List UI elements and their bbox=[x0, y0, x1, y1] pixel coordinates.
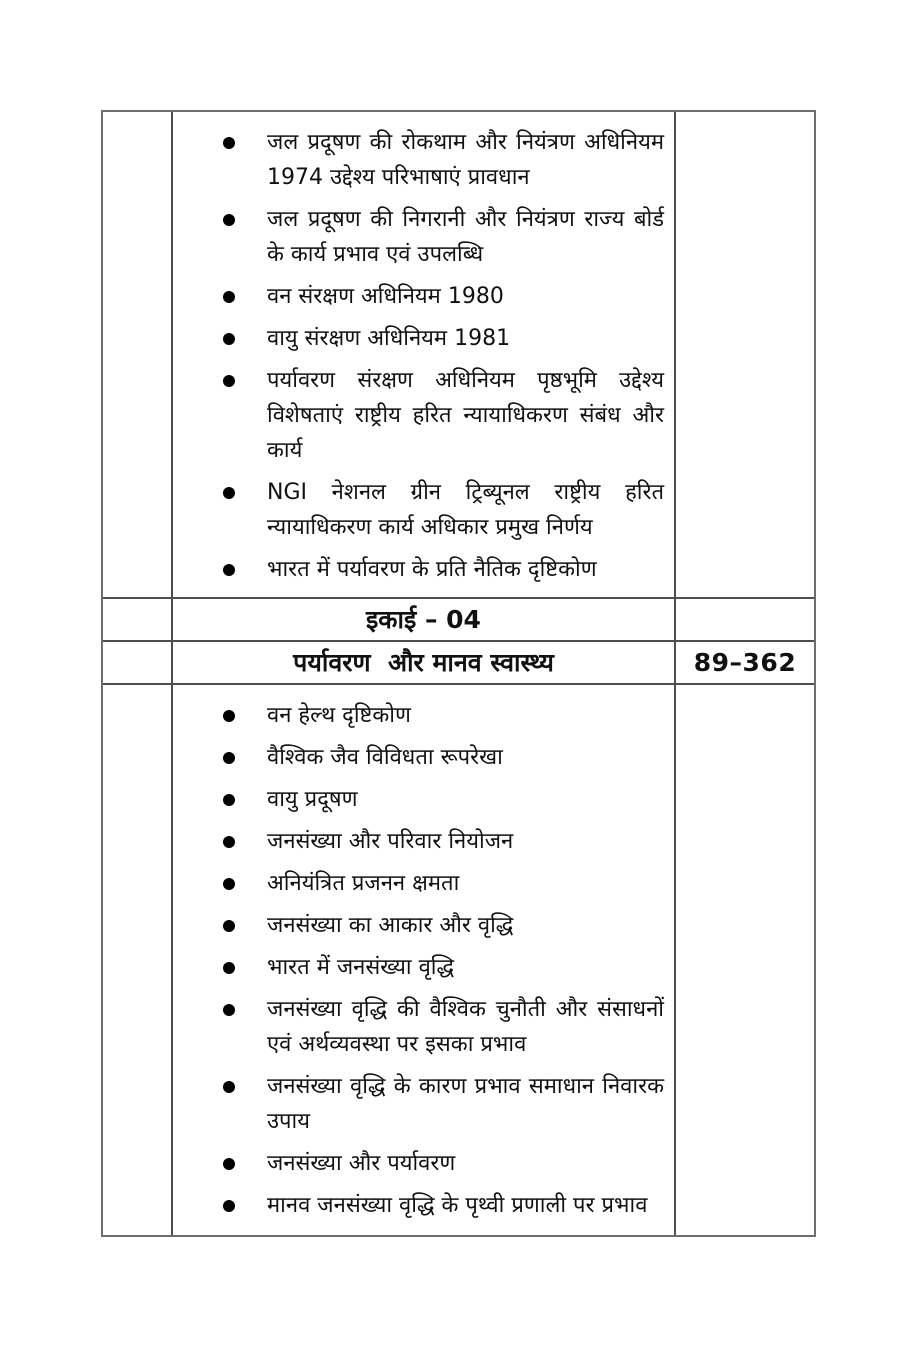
topic-text: वायु प्रदूषण bbox=[267, 787, 358, 812]
topic-item bbox=[223, 992, 664, 1062]
page-number-cell bbox=[676, 642, 814, 683]
unit-number-cell bbox=[103, 112, 173, 597]
table-row-bullets bbox=[103, 683, 814, 1235]
section-title: पर्यावरण और मानव स्वास्थ्य bbox=[293, 647, 554, 677]
topic-item bbox=[223, 1069, 664, 1139]
topic-list bbox=[223, 125, 664, 587]
bullet-icon bbox=[223, 1004, 235, 1016]
topic-item bbox=[223, 740, 664, 775]
content-cell bbox=[173, 685, 676, 1235]
topic-item bbox=[223, 824, 664, 859]
bullet-icon bbox=[223, 836, 235, 848]
page-number-cell bbox=[676, 112, 814, 597]
topic-item bbox=[223, 782, 664, 817]
page-number-cell bbox=[676, 685, 814, 1235]
unit-number-cell bbox=[103, 685, 173, 1235]
topic-text: भारत में जनसंख्या वृद्धि bbox=[267, 955, 455, 980]
unit-number-cell bbox=[103, 599, 173, 640]
page-number-cell bbox=[676, 599, 814, 640]
bullet-icon bbox=[223, 487, 235, 499]
bullet-icon bbox=[223, 878, 235, 890]
bullet-icon bbox=[223, 291, 235, 303]
page-range: 89–362 bbox=[693, 648, 797, 677]
topic-list bbox=[223, 698, 664, 1223]
topic-text: जल प्रदूषण की निगरानी और नियंत्रण राज्य बोर्ड के कार्य प्रभाव एवं उपलब्धि bbox=[267, 207, 664, 267]
bullet-icon bbox=[223, 1158, 235, 1170]
topic-item bbox=[223, 950, 664, 985]
topic-item bbox=[223, 908, 664, 943]
topic-item bbox=[223, 125, 664, 195]
topic-item bbox=[223, 363, 664, 468]
topic-text: जनसंख्या का आकार और वृद्धि bbox=[267, 913, 514, 938]
topic-item bbox=[223, 279, 664, 314]
topic-text: वन संरक्षण अधिनियम 1980 bbox=[267, 284, 504, 309]
bullet-icon bbox=[223, 710, 235, 722]
bullet-icon bbox=[223, 752, 235, 764]
bullet-icon bbox=[223, 1200, 235, 1212]
bullet-icon bbox=[223, 214, 235, 226]
bullet-icon bbox=[223, 137, 235, 149]
topic-text: वैश्विक जैव विविधता रूपरेखा bbox=[267, 745, 503, 770]
topic-item bbox=[223, 202, 664, 272]
bullet-icon bbox=[223, 564, 235, 576]
bullet-icon bbox=[223, 962, 235, 974]
topic-text: NGI नेशनल ग्रीन ट्रिब्यूनल राष्ट्रीय हरित न्यायाधिकरण कार्य अधिकार प्रमुख निर्णय bbox=[267, 480, 664, 540]
topic-text: अनियंत्रित प्रजनन क्षमता bbox=[267, 871, 460, 896]
topic-text: जनसंख्या वृद्धि की वैश्विक चुनौती और संसाधनों एवं अर्थव्यवस्था पर इसका प्रभाव bbox=[267, 997, 664, 1057]
toc-table bbox=[101, 110, 816, 1237]
topic-text: जनसंख्या और परिवार नियोजन bbox=[267, 829, 514, 854]
topic-text: पर्यावरण संरक्षण अधिनियम पृष्ठभूमि उद्देश्य विशेषताएं राष्ट्रीय हरित न्यायाधिकरण संबंध और कार्य bbox=[267, 368, 664, 463]
topic-text: जल प्रदूषण की रोकथाम और नियंत्रण अधिनियम 1974 उद्देश्य परिभाषाएं प्रावधान bbox=[267, 130, 664, 190]
table-row-bullets bbox=[103, 112, 814, 597]
topic-text: वायु संरक्षण अधिनियम 1981 bbox=[267, 326, 511, 351]
topic-item bbox=[223, 866, 664, 901]
table-row-unit bbox=[103, 597, 814, 640]
topic-text: जनसंख्या और पर्यावरण bbox=[267, 1151, 456, 1176]
topic-item bbox=[223, 698, 664, 733]
topic-text: जनसंख्या वृद्धि के कारण प्रभाव समाधान निवारक उपाय bbox=[267, 1074, 664, 1134]
bullet-icon bbox=[223, 920, 235, 932]
table-row-title bbox=[103, 640, 814, 683]
unit-heading: इकाई – 04 bbox=[366, 604, 481, 634]
bullet-icon bbox=[223, 333, 235, 345]
topic-item bbox=[223, 1188, 664, 1223]
topic-item bbox=[223, 552, 664, 587]
topic-text: भारत में पर्यावरण के प्रति नैतिक दृष्टिकोण bbox=[267, 557, 597, 582]
bullet-icon bbox=[223, 794, 235, 806]
unit-number-cell bbox=[103, 642, 173, 683]
topic-item bbox=[223, 1146, 664, 1181]
content-cell bbox=[173, 642, 676, 683]
topic-text: मानव जनसंख्या वृद्धि के पृथ्वी प्रणाली पर प्रभाव bbox=[267, 1193, 648, 1218]
content-cell bbox=[173, 112, 676, 597]
bullet-icon bbox=[223, 1081, 235, 1093]
topic-item bbox=[223, 321, 664, 356]
topic-item bbox=[223, 475, 664, 545]
content-cell bbox=[173, 599, 676, 640]
bullet-icon bbox=[223, 375, 235, 387]
topic-text: वन हेल्थ दृष्टिकोण bbox=[267, 703, 411, 728]
